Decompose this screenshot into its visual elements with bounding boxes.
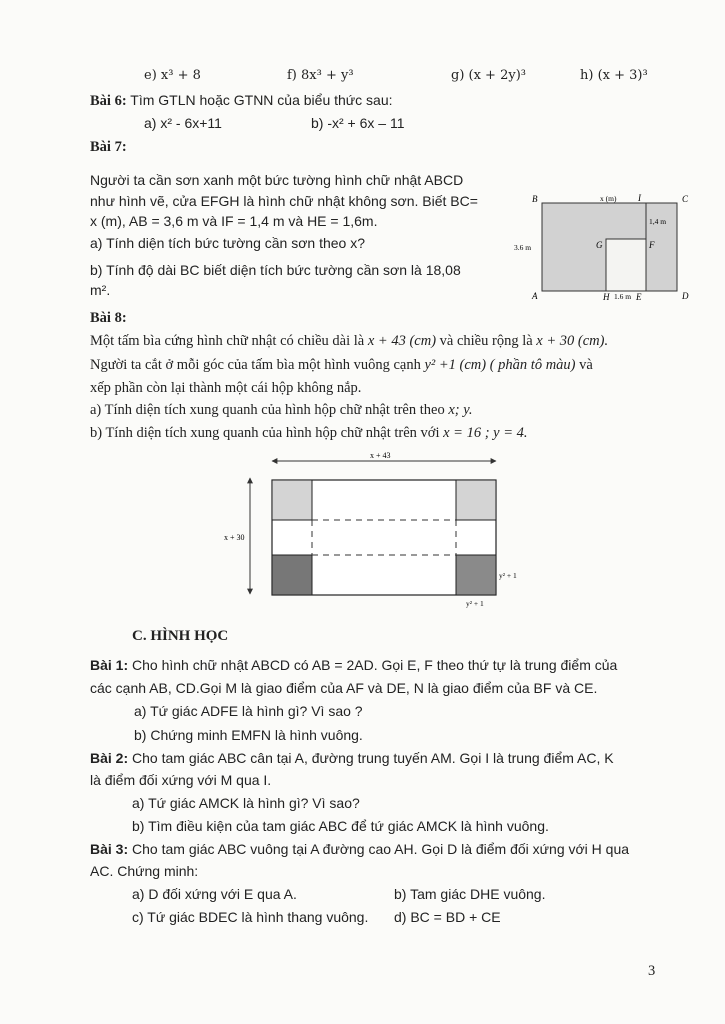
geo-bai2-line-1 [90,750,614,766]
geo-bai3-title: Bài 3: [90,841,129,857]
label-h: H [603,292,610,302]
bai8-title: Bài 8: [90,310,127,326]
bai8-cut-size: y² +1 (cm) ( phần tô màu) [424,357,576,373]
geo-bai3-text-1: Cho tam giác ABC vuông tại A đường cao AH. Gọi D là điểm đối xứng với H qua [132,841,630,857]
page-number: 3 [648,963,656,979]
corner-square-bottom-left [272,555,312,595]
label-a: A [532,291,538,301]
geo-bai2-line-2: là điểm đối xứng với M qua I. [90,772,272,788]
bai8-line-2-c: và [575,357,593,373]
width-label: x + 30 [224,533,245,542]
geo-bai1-line-1 [90,657,617,673]
bai8-question-b-vals: x = 16 ; y = 4. [443,425,528,441]
bai7-title: Bài 7: [90,139,127,155]
geo-bai3-a: a) D đối xứng với E qua A. [132,886,297,902]
label-ab-3-6: 3.6 m [514,243,532,252]
geo-bai2-a: a) Tứ giác AMCK là hình gì? Vì sao? [132,795,360,811]
item-e: e) x³ + 8 [144,68,201,83]
geo-bai1-b: b) Chứng minh EMFN là hình vuông. [134,727,363,743]
wall-diagram [510,188,700,306]
label-f: F [649,240,655,250]
bai6-text: Tìm GTLN hoặc GTNN của biểu thức sau: [130,92,393,108]
geo-bai3-line-2: AC. Chứng minh: [90,863,199,879]
corner-square-bottom-right [456,555,496,595]
geo-bai2-b: b) Tìm điều kiện của tam giác ABC để tứ giác AMCK là hình vuông. [132,818,549,834]
bai8-line-1-c: và chiều rộng là [436,333,537,349]
label-d: D [682,291,689,301]
bai7-question-a: a) Tính diện tích bức tường cần sơn theo x? [90,235,365,251]
bai8-line-3: xếp phần còn lại thành một cái hộp không nắp. [90,380,362,396]
bai7-line-1: Người ta cần sơn xanh một bức tường hình chữ nhật ABCD [90,172,464,188]
corner-square-top-left [272,480,312,520]
geo-bai1-title: Bài 1: [90,657,129,673]
cut-label-side: y² + 1 [499,571,517,580]
length-label: x + 43 [370,451,391,460]
label-if-1-4: 1,4 m [649,217,667,226]
bai6-title: Bài 6: [90,93,127,109]
geo-bai3-c: c) Tứ giác BDEC là hình thang vuông. [132,909,369,925]
label-he-1-6: 1.6 m [614,292,632,301]
bai8-question-b [90,425,528,442]
bai7-line-3: x (m), AB = 3,6 m và IF = 1,4 m và HE = 1,6m. [90,213,378,229]
label-g: G [596,240,603,250]
geo-bai1-text-1: Cho hình chữ nhật ABCD có AB = 2AD. Gọi E, F theo thứ tự là trung điểm của [132,657,618,673]
bai8-question-a-vars: x; y. [448,402,473,418]
bai8-line-2-a: Người ta cắt ở mỗi góc của tấm bìa một hình vuông cạnh [90,357,425,373]
bai7-line-2: như hình vẽ, cửa EFGH là hình chữ nhật không sơn. Biết BC= [90,193,478,209]
geo-bai3-d: d) BC = BD + CE [394,909,501,925]
door-efgh [606,239,646,291]
geo-bai1-a: a) Tứ giác ADFE là hình gì? Vì sao ? [134,703,363,719]
label-b: B [532,194,538,204]
bai8-line-1-a: Một tấm bìa cứng hình chữ nhật có chiều dài là [90,333,368,349]
bai8-line-2 [90,357,593,374]
item-f: f) 8x³ + y³ [287,68,354,83]
bai8-question-b-text: b) Tính diện tích xung quanh của hình hộp chữ nhật trên với [90,425,444,441]
bai8-line-1 [90,333,608,350]
label-x-m: x (m) [600,194,617,203]
geo-bai2-title: Bài 2: [90,750,129,766]
bai8-question-a [90,402,472,419]
item-g: g) (x + 2y)³ [451,68,526,83]
bai7-question-b-2: m². [90,282,111,298]
section-heading: C. HÌNH HỌC [132,628,229,644]
bai6-heading [90,92,393,110]
label-c: C [682,194,689,204]
label-e: E [636,292,642,302]
corner-square-top-right [456,480,496,520]
geo-bai3-line-1 [90,841,629,857]
geo-bai2-text-1: Cho tam giác ABC cân tại A, đường trung tuyến AM. Gọi I là trung điểm AC, K [132,750,614,766]
bai6-b: b) -x² + 6x – 11 [311,115,405,131]
bai7-question-b-1: b) Tính độ dài BC biết diện tích bức tường cần sơn là 18,08 [90,262,461,278]
geo-bai1-line-2: các cạnh AB, CD.Gọi M là giao điểm của AF và DE, N là giao điểm của BF và CE. [90,680,598,696]
bai8-length: x + 43 (cm) [367,333,437,349]
label-i: I [638,193,641,203]
box-net-diagram [220,448,517,614]
bai6-a: a) x² - 6x+11 [144,115,222,131]
bai8-question-a-text: a) Tính diện tích xung quanh của hình hộp chữ nhật trên theo [90,402,449,418]
bai8-width: x + 30 (cm). [536,333,609,349]
geo-bai3-b: b) Tam giác DHE vuông. [394,886,546,902]
cut-label-bottom: y² + 1 [466,599,484,608]
item-h: h) (x + 3)³ [580,68,648,83]
